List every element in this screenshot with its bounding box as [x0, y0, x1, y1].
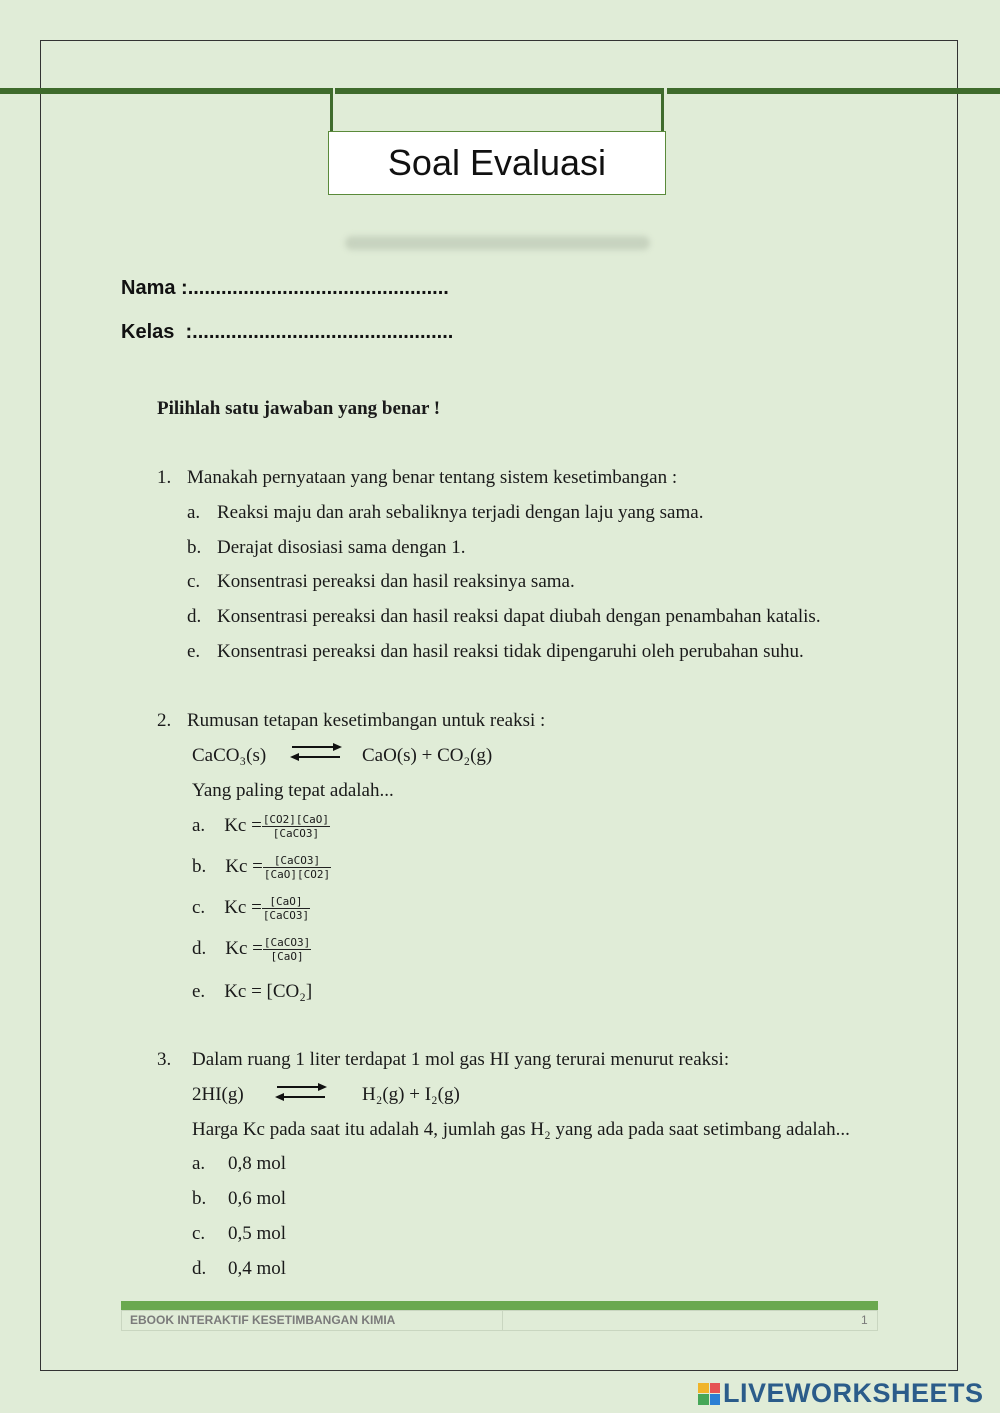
- question-prompt: Yang paling tepat adalah...: [192, 780, 394, 801]
- page-number: 1: [861, 1313, 868, 1327]
- fraction-numerator: [CaCO3]: [263, 936, 311, 949]
- kc-label: Kc =: [225, 855, 263, 877]
- title-hanger-right: [661, 88, 664, 132]
- question-number: 1.: [157, 467, 172, 488]
- q2-option-e[interactable]: [192, 981, 312, 1003]
- reaction-reactant: CaCO₃(s): [192, 745, 267, 766]
- brand-square-yellow: [698, 1383, 709, 1394]
- q2-option-c[interactable]: [192, 895, 310, 922]
- kc-fraction: [263, 936, 311, 963]
- header-bar-middle: [335, 88, 661, 94]
- equilibrium-arrow-icon: [275, 1082, 327, 1102]
- brand-square-green: [698, 1394, 709, 1405]
- fraction-numerator: [CaO]: [262, 895, 310, 909]
- kc-label: Kc =: [224, 896, 262, 918]
- option-letter: c.: [187, 571, 201, 592]
- fraction-denominator: [CaCO3]: [262, 909, 310, 922]
- fraction-denominator: [CaO][CO2]: [263, 868, 331, 881]
- page-title: Soal Evaluasi: [328, 131, 666, 195]
- brand-name: LIVEWORKSHEETS: [723, 1378, 984, 1408]
- q3-option-c[interactable]: 0,5 mol: [228, 1223, 287, 1244]
- q3-option-d[interactable]: 0,4 mol: [228, 1258, 287, 1279]
- q2-option-b[interactable]: [192, 854, 331, 881]
- q2-option-d[interactable]: [192, 936, 311, 963]
- kc-expression: Kc = [CO₂]: [224, 981, 313, 1002]
- question-text: Rumusan tetapan kesetimbangan untuk reaksi :: [187, 710, 546, 731]
- question-prompt: Harga Kc pada saat itu adalah 4, jumlah gas H₂ yang ada pada saat setimbang adalah...: [192, 1119, 850, 1140]
- option-letter: d.: [192, 937, 207, 959]
- brand-grid-icon: [698, 1383, 720, 1405]
- q1-option-a[interactable]: Reaksi maju dan arah sebaliknya terjadi dengan laju yang sama.: [217, 502, 704, 523]
- question-number: 3.: [157, 1049, 172, 1070]
- option-letter: a.: [192, 814, 206, 836]
- blurred-subtitle: [345, 236, 650, 250]
- fraction-denominator: [CaO]: [270, 950, 304, 963]
- footer-title: EBOOK INTERAKTIF KESETIMBANGAN KIMIA: [130, 1313, 396, 1327]
- option-letter: a.: [187, 502, 201, 523]
- kc-label: Kc =: [225, 937, 263, 959]
- option-letter: c.: [192, 896, 206, 918]
- kc-fraction: [263, 854, 331, 881]
- option-letter: c.: [192, 1223, 206, 1244]
- fraction-numerator: [CaCO3]: [263, 854, 331, 868]
- q1-option-b[interactable]: Derajat disosiasi sama dengan 1.: [217, 537, 466, 558]
- header-bar-left: [0, 88, 330, 94]
- footer-divider: [502, 1310, 503, 1331]
- q2-option-a[interactable]: [192, 813, 330, 840]
- instruction-text: Pilihlah satu jawaban yang benar !: [157, 398, 441, 419]
- option-letter: e.: [192, 981, 206, 1002]
- option-letter: a.: [192, 1153, 206, 1174]
- question-text: Manakah pernyataan yang benar tentang sistem kesetimbangan :: [187, 467, 678, 488]
- brand-square-blue: [710, 1394, 721, 1405]
- kc-fraction: [262, 895, 310, 922]
- footer-bar: [121, 1301, 878, 1310]
- brand-square-red: [710, 1383, 721, 1394]
- question-text: Dalam ruang 1 liter terdapat 1 mol gas HI yang terurai menurut reaksi:: [192, 1049, 730, 1070]
- reaction-product: H₂(g) + I₂(g): [362, 1084, 460, 1105]
- q3-option-b[interactable]: 0,6 mol: [228, 1188, 287, 1209]
- option-letter: d.: [192, 1258, 207, 1279]
- question-number: 2.: [157, 710, 172, 731]
- kc-label: Kc =: [224, 814, 262, 836]
- name-field[interactable]: Nama :...............................................: [121, 277, 449, 299]
- class-field[interactable]: Kelas :...............................................: [121, 321, 454, 343]
- option-letter: e.: [187, 641, 201, 662]
- q3-option-a[interactable]: 0,8 mol: [228, 1153, 287, 1174]
- kc-fraction: [262, 813, 330, 840]
- header-bar-right: [667, 88, 1000, 94]
- reaction-reactant: 2HI(g): [192, 1084, 244, 1105]
- title-hanger-left: [330, 88, 333, 132]
- q1-option-e[interactable]: Konsentrasi pereaksi dan hasil reaksi tidak dipengaruhi oleh perubahan suhu.: [217, 641, 804, 662]
- option-letter: d.: [187, 606, 202, 627]
- reaction-product: CaO(s) + CO₂(g): [362, 745, 493, 766]
- q1-option-d[interactable]: Konsentrasi pereaksi dan hasil reaksi dapat diubah dengan penambahan katalis.: [217, 606, 821, 627]
- option-letter: b.: [192, 855, 207, 877]
- option-letter: b.: [187, 537, 202, 558]
- fraction-numerator: [CO2][CaO]: [262, 813, 330, 826]
- liveworksheets-logo: [698, 1378, 984, 1409]
- equilibrium-arrow-icon: [290, 742, 342, 762]
- option-letter: b.: [192, 1188, 207, 1209]
- q1-option-c[interactable]: Konsentrasi pereaksi dan hasil reaksinya sama.: [217, 571, 575, 592]
- fraction-denominator: [CaCO3]: [272, 827, 320, 840]
